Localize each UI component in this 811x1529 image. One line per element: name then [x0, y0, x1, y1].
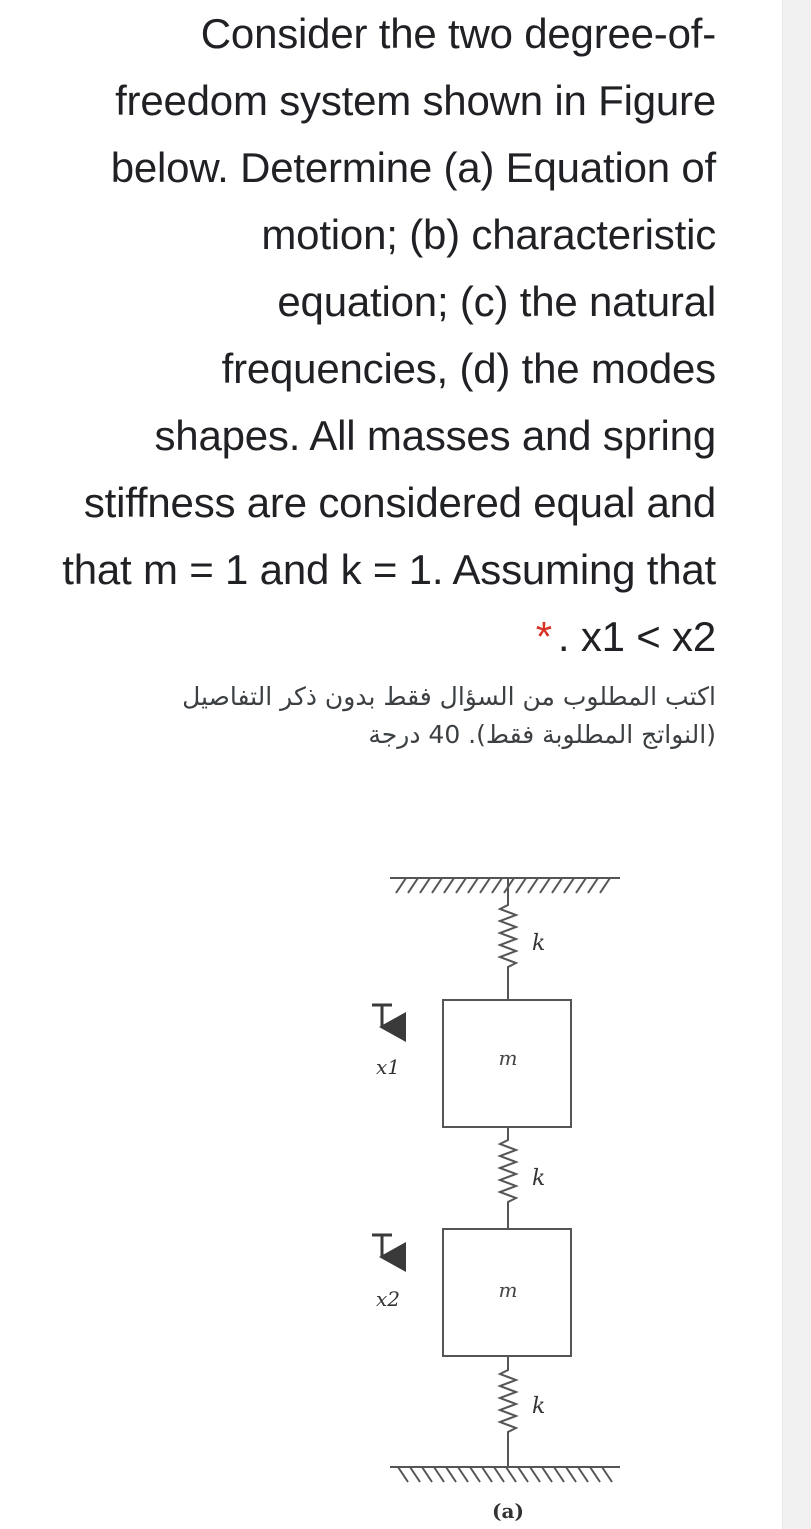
- question-line: shapes. All masses and spring: [154, 412, 716, 459]
- spring-3-label: k: [532, 1394, 546, 1419]
- spring-mass-diagram: [340, 855, 640, 1529]
- question-line: stiffness are considered equal and: [83, 479, 716, 526]
- question-last-text: . x1 < x2: [557, 613, 716, 660]
- question-line: Consider the two degree-of-: [200, 10, 716, 57]
- displacement-arrow-x1: [372, 1005, 392, 1027]
- question-last-line: [0, 603, 716, 670]
- question-line: below. Determine (a) Equation of: [110, 144, 716, 191]
- spring-1: [500, 878, 516, 1000]
- mass-1-label: m: [498, 1046, 518, 1070]
- top-ground: [390, 878, 620, 893]
- note-line: (النواتج المطلوبة فقط). 40 درجة: [368, 720, 716, 749]
- question-line: that m = 1 and k = 1. Assuming that: [62, 546, 716, 593]
- question-line: motion; (b) characteristic: [261, 211, 716, 258]
- spring-3: [500, 1356, 516, 1467]
- spring-1-label: k: [532, 931, 546, 956]
- scrollbar-track[interactable]: [782, 0, 811, 1529]
- displacement-arrow-x2: [372, 1235, 392, 1257]
- question-line: frequencies, (d) the modes: [221, 345, 716, 392]
- displacement-label-x1: x1: [376, 1055, 401, 1079]
- spring-2-label: k: [532, 1166, 546, 1191]
- figure-caption: (a): [492, 1499, 524, 1523]
- displacement-label-x2: x2: [376, 1287, 401, 1311]
- question-line: freedom system shown in Figure: [115, 77, 716, 124]
- question-line: equation; (c) the natural: [277, 278, 716, 325]
- note-line: اكتب المطلوب من السؤال فقط بدون ذكر التفاصيل: [182, 682, 716, 711]
- bottom-ground: [390, 1467, 620, 1482]
- spring-2: [500, 1127, 516, 1229]
- question-note: [60, 678, 716, 754]
- question-figure: [340, 855, 640, 1529]
- question-text: [0, 0, 716, 670]
- required-asterisk: *: [535, 613, 552, 660]
- mass-2-label: m: [498, 1278, 518, 1302]
